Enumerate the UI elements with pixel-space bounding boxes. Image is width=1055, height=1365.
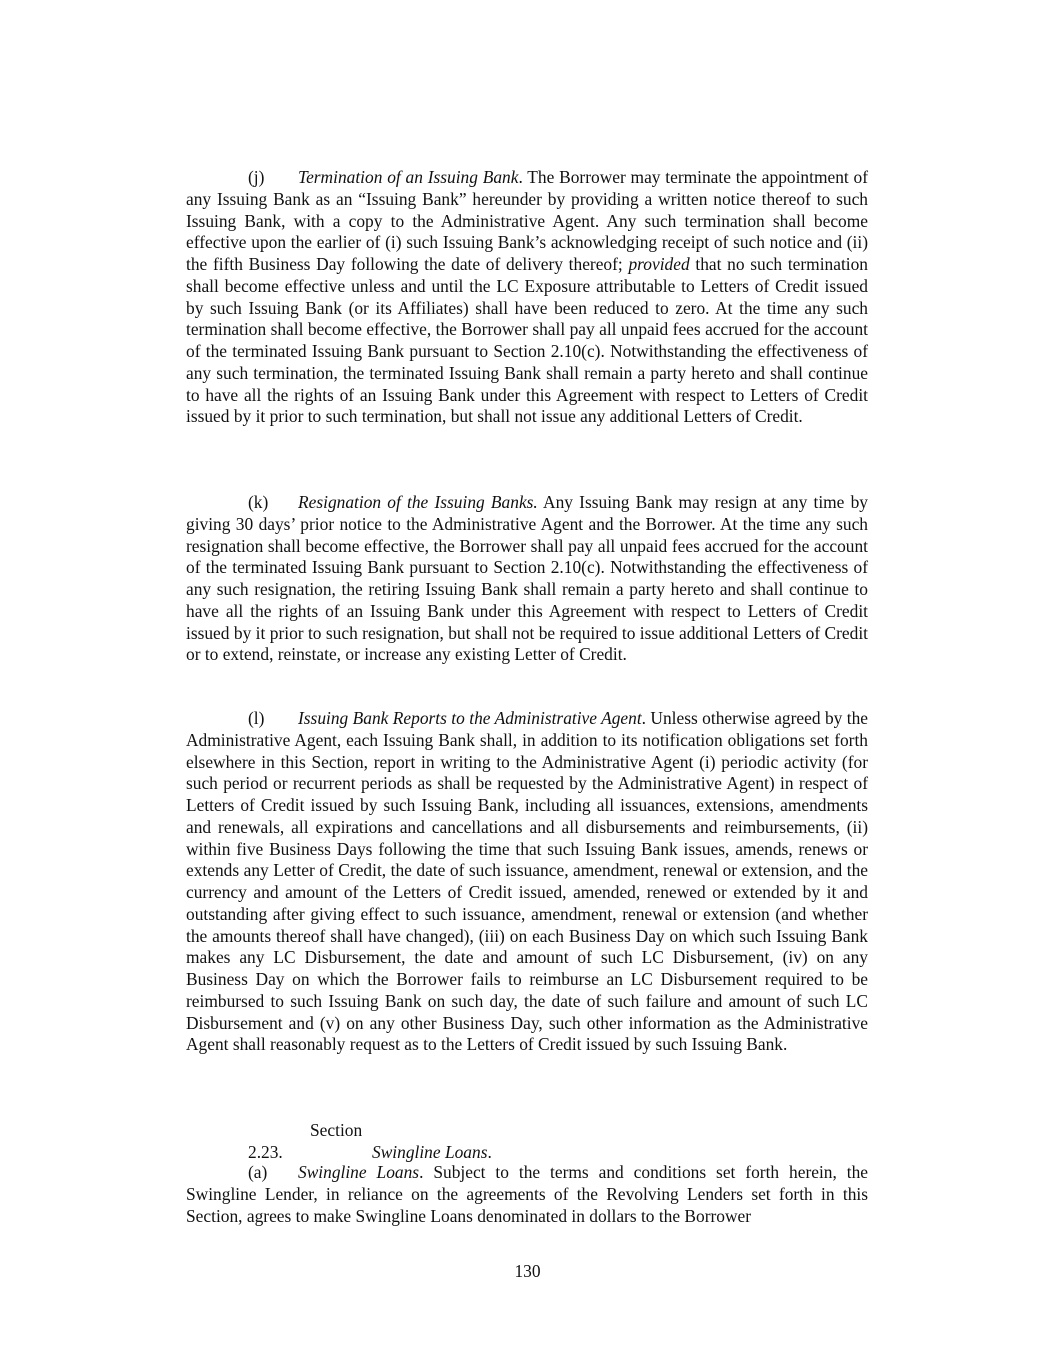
paragraph-marker: (a) xyxy=(248,1162,268,1182)
paragraph-j xyxy=(186,167,868,428)
paragraph-k xyxy=(186,492,868,666)
paragraph-heading: Resignation of the Issuing Banks. xyxy=(298,492,538,512)
paragraph-heading: Swingline Loans xyxy=(298,1162,420,1182)
paragraph-text: . Subject to the terms and conditions set forth herein, the Swingline Lender, in reliance on the agreements of the Revolving Lenders set forth in this Section, agrees to make Swingline Loans denominated in dollars to the Borrower xyxy=(186,1162,869,1226)
paragraph-text: . Unless otherwise agreed by the Administrative Agent, each Issuing Bank shall, in addition to its notification obligations set forth elsewhere in this Section, report in writing to the Administrative Agent (i) periodic activity (for such period or recurrent periods as shall be requested by the Administrative Agent) in respect of Letters of Credit issued by such Issuing Bank, including all issuances, extensions, amendments and renewals, all expirations and cancellations and all disbursements and reimbursements, (ii) within five Business Days following the time that such Issuing Bank issues, amends, renews or extends any Letter of Credit, the date of such issuance, amendment, renewal or extension, and the currency and amount of the Letters of Credit issued, amended, renewed or extended by it and outstanding after giving effect to such issuance, amendment, renewal or extension (and whether the amounts thereof shall have changed), (iii) on each Business Day on which such Issuing Bank makes any LC Disbursement, the date and amount of such LC Disbursement, (iv) on any Business Day on which the Borrower fails to reimburse an LC Disbursement required to be reimbursed to such Issuing Bank on such day, the date of such failure and amount of such LC Disbursement and (v) on any other Business Day, such other information as the Administrative Agent shall reasonably request as to the Letters of Credit issued by such Issuing Bank. xyxy=(186,708,868,1055)
section-title-punct: . xyxy=(487,1141,492,1162)
paragraph-marker: (l) xyxy=(248,708,265,728)
paragraph-text: . The Borrower may terminate the appointment of any Issuing Bank as an “Issuing Bank” hereunder by providing a written notice thereof to such Issuing Bank, with a copy to the Administrative Agent. Any such termination shall become effective upon the earlier of (i) such Issuing Bank’s acknowledging receipt of such notice and (ii) the fifth Business Day following the date of delivery thereof; xyxy=(186,167,869,274)
paragraph-text: that no such termination shall become effective unless and until the LC Exposure attributable to Letters of Credit issued by such Issuing Bank (or its Affiliates) shall have been reduced to zero. At the time any such termination shall become effective, the Borrower shall pay all unpaid fees accrued for the account of the terminated Issuing Bank pursuant to Section 2.10(c). Notwithstanding the effectiveness of any such termination, the terminated Issuing Bank shall remain a party hereto and shall continue to have all the rights of an Issuing Bank under this Agreement with respect to Letters of Credit issued by it prior to such termination, but shall not issue any additional Letters of Credit. xyxy=(186,254,869,427)
paragraph-l xyxy=(186,708,868,1056)
section-number: Section 2.23. xyxy=(248,1120,363,1162)
page-number: 130 xyxy=(514,1261,541,1281)
paragraph-a xyxy=(186,1162,868,1227)
section-title: Swingline Loans xyxy=(372,1141,488,1162)
paragraph-text: Any Issuing Bank may resign at any time by giving 30 days’ prior notice to the Administrative Agent and the Borrower. At the time any such resignation shall become effective, the Borrower shall pay all unpaid fees accrued for the account of the terminated Issuing Bank pursuant to Section 2.10(c). Notwithstanding the effectiveness of any such resignation, the retiring Issuing Bank shall remain a party hereto and shall continue to have all the rights of an Issuing Bank under this Agreement with respect to Letters of Credit issued by it prior to such resignation, but shall not be required to issue additional Letters of Credit or to extend, reinstate, or increase any existing Letter of Credit. xyxy=(186,492,868,665)
emphasis-text: provided xyxy=(628,254,690,274)
paragraph-marker: (j) xyxy=(248,167,265,187)
paragraph-heading: Termination of an Issuing Bank xyxy=(298,167,519,187)
paragraph-heading: Issuing Bank Reports to the Administrative Agent xyxy=(298,708,642,728)
section-heading xyxy=(186,1120,868,1164)
paragraph-marker: (k) xyxy=(248,492,269,512)
